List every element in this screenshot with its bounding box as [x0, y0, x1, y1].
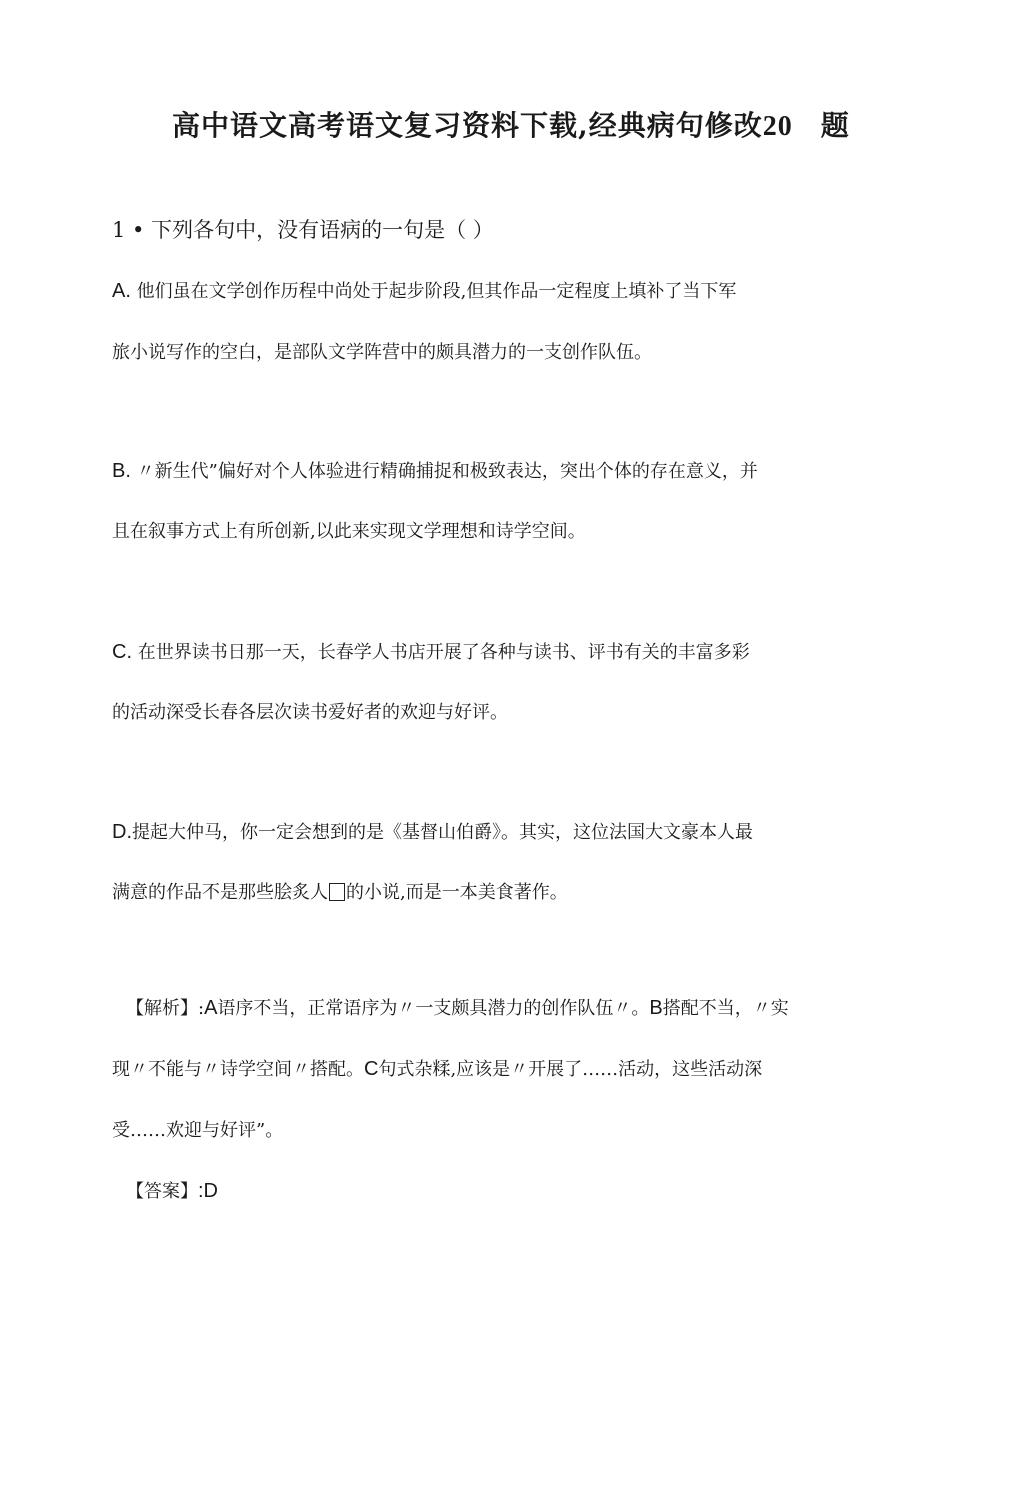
option-b-line1 [112, 457, 758, 486]
option-b-line2: 且在叙事方式上有所创新,以此来实现文学理想和诗学空间。 [112, 521, 586, 542]
option-b-label: B. [112, 460, 131, 482]
option-a-label: A. [112, 280, 131, 302]
analysis-letter-c: C [364, 1058, 379, 1080]
question-stem: 1 • 下列各句中，没有语病的一句是（ ） [112, 218, 494, 242]
analysis-colon: : [198, 998, 205, 1019]
analysis-label: 【解析】 [126, 998, 198, 1019]
analysis-letter-a: A [204, 997, 218, 1019]
option-d-text2b: 的小说,而是一本美食著作。 [346, 882, 568, 903]
analysis-text-a: 语序不当，正常语序为〃一支颇具潜力的创作队伍〃。 [217, 998, 650, 1019]
page-title [172, 106, 850, 147]
option-a-line2: 旅小说写作的空白，是部队文学阵营中的颇具潜力的一支创作队伍。 [112, 342, 652, 363]
option-d-text1: 提起大仲马，你一定会想到的是《基督山伯爵》。其实，这位法国大文豪本人最 [132, 822, 753, 843]
analysis-letter-b: B [649, 997, 663, 1019]
option-c-line2: 的活动深受长春各层次读书爱好者的欢迎与好评。 [112, 702, 508, 723]
option-c-text1: 在世界读书日那一天，长春学人书店开展了各种与读书、评书有关的丰富多彩 [132, 642, 750, 663]
analysis-line1 [126, 994, 789, 1023]
analysis-line2 [112, 1055, 762, 1084]
option-a-line1 [112, 277, 736, 306]
option-d-text2a: 满意的作品不是那些脍炙人 [112, 882, 328, 903]
title-text: 高中语文高考语文复习资料下载,经典病句修改 [172, 109, 763, 142]
option-d-line2 [112, 879, 568, 907]
analysis-text-c: 句式杂糅,应该是〃开展了……活动，这些活动深 [378, 1059, 763, 1080]
title-suffix: 题 [820, 109, 850, 142]
option-a-text1: 他们虽在文学创作历程中尚处于起步阶段,但其作品一定程度上填补了当下军 [130, 281, 737, 302]
option-d-line1 [112, 818, 753, 847]
answer-value: :D [198, 1180, 218, 1202]
option-b-text1: 〃新生代”偏好对个人体验进行精确捕捉和极致表达，突出个体的存在意义，并 [130, 461, 758, 482]
option-d-label: D. [112, 821, 132, 843]
analysis-line3: 受……欢迎与好评”。 [112, 1120, 284, 1141]
option-c-line1 [112, 638, 750, 667]
title-number: 20 [762, 111, 793, 142]
answer-label: 【答案】 [126, 1181, 198, 1202]
option-c-label: C. [112, 641, 132, 663]
analysis-text-b2: 现〃不能与〃诗学空间〃搭配。 [112, 1059, 364, 1080]
answer-line [126, 1177, 218, 1206]
missing-character-box [329, 883, 345, 901]
analysis-text-b: 搭配不当，〃实 [662, 998, 789, 1019]
